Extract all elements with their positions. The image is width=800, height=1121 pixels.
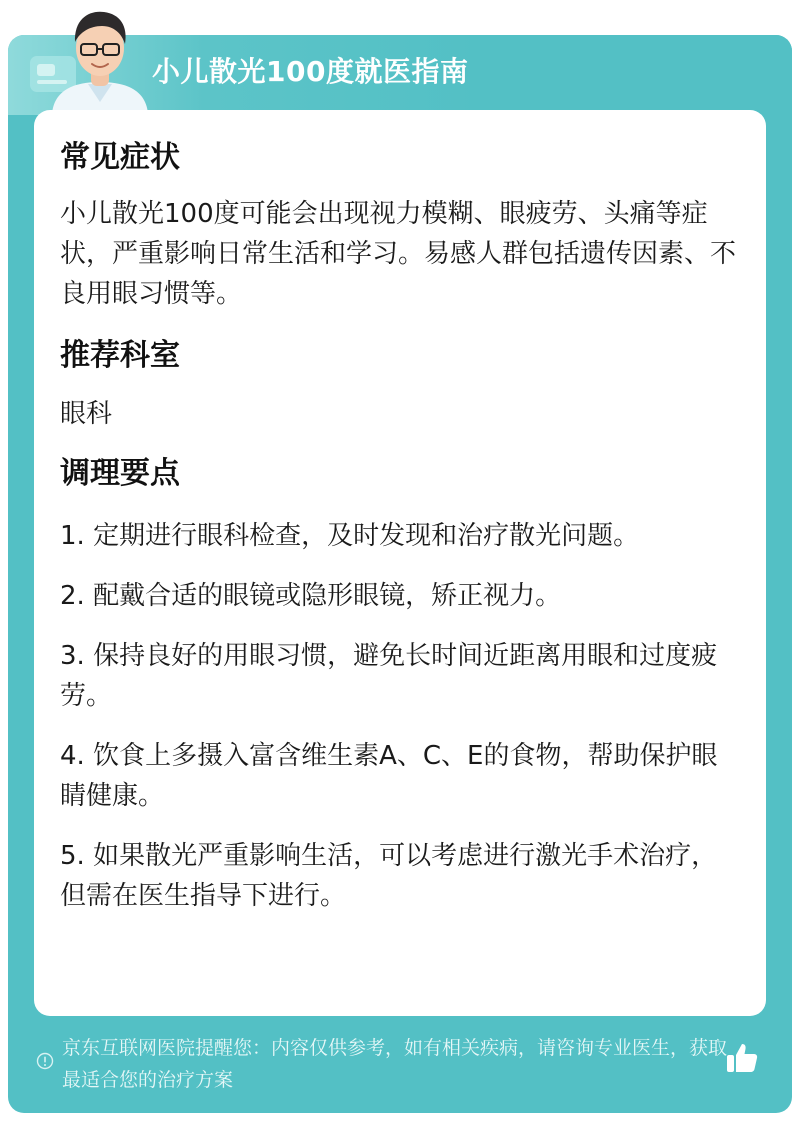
care-tips-list <box>60 516 740 916</box>
care-title: 调理要点 <box>60 456 180 491</box>
department-title: 推荐科室 <box>60 338 180 373</box>
department-text: 眼科 <box>60 399 113 429</box>
disclaimer-text: 京东互联网医院提醒您：内容仅供参考，如有相关疾病，请咨询专业医生，获取最适合您的治疗方案 <box>62 1037 728 1091</box>
footer <box>36 1032 736 1096</box>
content-card <box>34 110 766 1016</box>
symptoms-text: 小儿散光100度可能会出现视力模糊、眼疲劳、头痛等症状，严重影响日常生活和学习。易感人群包括遗传因素、不良用眼习惯等。 <box>60 199 737 309</box>
care-tip-item: 4. 饮食上多摄入富含维生素A、C、E的食物，帮助保护眼睛健康。 <box>60 741 718 811</box>
symptoms-title: 常见症状 <box>60 140 180 175</box>
care-tip-item: 5. 如果散光严重影响生活，可以考虑进行激光手术治疗，但需在医生指导下进行。 <box>60 841 718 911</box>
doctor-avatar-icon <box>44 4 156 114</box>
care-tip-item: 3. 保持良好的用眼习惯，避免长时间近距离用眼和过度疲劳。 <box>60 641 718 711</box>
info-icon <box>36 1052 54 1070</box>
thumbs-up-icon[interactable] <box>724 1040 760 1076</box>
care-tip-item: 1. 定期进行眼科检查，及时发现和治疗散光问题。 <box>60 521 640 551</box>
care-tip-item: 2. 配戴合适的眼镜或隐形眼镜，矫正视力。 <box>60 581 562 611</box>
page-title: 小儿散光100度就医指南 <box>152 55 469 88</box>
